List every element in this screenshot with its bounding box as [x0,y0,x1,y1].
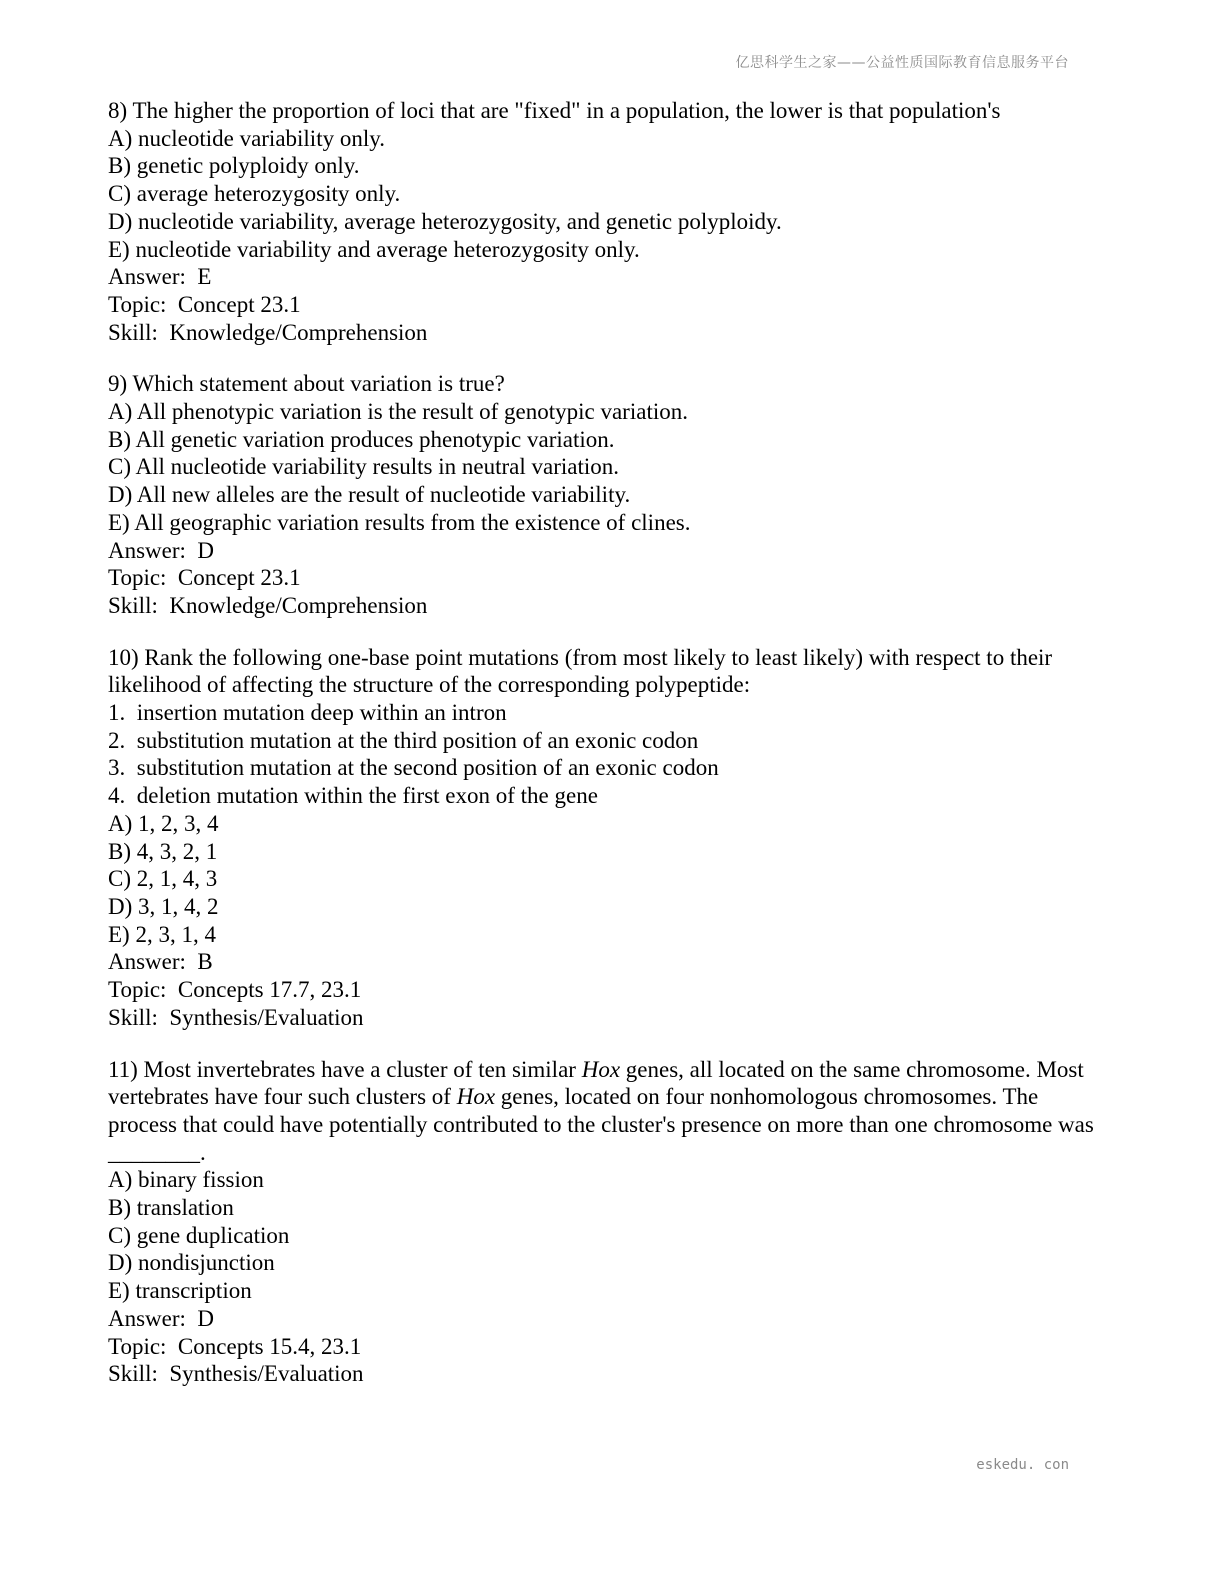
option-b: B) 4, 3, 2, 1 [108,838,218,864]
answer-line: Answer: D [108,537,215,563]
list-item-4: 4. deletion mutation within the first exon of the gene [108,783,598,809]
skill-line: Skill: Synthesis/Evaluation [108,1004,364,1030]
question-9 [108,370,1098,619]
topic-line: Topic: Concepts 15.4, 23.1 [108,1333,362,1359]
stem-text-part: genes, located on four nonhomologous chromosomes. The process that could have potentially contributed to the cluster's presence on more than one chromosome was ________. [108,1084,1094,1165]
option-d: D) 3, 1, 4, 2 [108,893,219,919]
answer-line: Answer: E [108,264,212,290]
page-header-watermark: 亿思科学生之家——公益性质国际教育信息服务平台 [735,55,1069,71]
document-body [108,97,1098,1412]
answer-line: Answer: D [108,1305,215,1331]
gene-name-italic: Hox [581,1056,621,1082]
gene-name-italic: Hox [456,1084,496,1110]
question-8 [108,97,1098,346]
question-stem: 10) Rank the following one-base point mutations (from most likely to least likely) with respect to their likelihood of affecting the structure of the corresponding polypeptide: [108,644,1053,698]
stem-text-part: 11) Most invertebrates have a cluster of ten similar [108,1056,582,1082]
page-footer-watermark: eskedu. con [976,1457,1069,1473]
question-stem: 9) Which statement about variation is true? [108,371,505,397]
list-item-2: 2. substitution mutation at the third position of an exonic codon [108,727,699,753]
stem-text-part: genes, all located on the same chromosome. Most vertebrates have four such clusters of [108,1056,1084,1110]
option-d: D) nondisjunction [108,1250,275,1276]
question-stem: 8) The higher the proportion of loci that are "fixed" in a population, the lower is that population's [108,98,1001,123]
option-c: C) average heterozygosity only. [108,181,401,207]
topic-line: Topic: Concepts 17.7, 23.1 [108,977,362,1003]
option-a: A) All phenotypic variation is the result of genotypic variation. [108,399,688,425]
skill-line: Skill: Knowledge/Comprehension [108,592,428,618]
option-b: B) All genetic variation produces phenotypic variation. [108,426,615,452]
option-a: A) 1, 2, 3, 4 [108,810,219,836]
question-11 [108,1056,1098,1388]
option-c: C) gene duplication [108,1222,290,1248]
option-a: A) binary fission [108,1167,264,1193]
option-e: E) transcription [108,1278,252,1304]
list-item-1: 1. insertion mutation deep within an intron [108,700,507,726]
option-d: D) All new alleles are the result of nucleotide variability. [108,482,631,508]
option-c: C) All nucleotide variability results in neutral variation. [108,454,619,480]
option-e: E) All geographic variation results from the existence of clines. [108,509,691,535]
option-b: B) genetic polyploidy only. [108,153,360,179]
question-stem [108,1056,1098,1167]
topic-line: Topic: Concept 23.1 [108,565,301,591]
question-10 [108,644,1098,1032]
list-item-3: 3. substitution mutation at the second position of an exonic codon [108,755,719,781]
option-e: E) 2, 3, 1, 4 [108,921,216,947]
option-c: C) 2, 1, 4, 3 [108,866,218,892]
skill-line: Skill: Synthesis/Evaluation [108,1361,364,1387]
option-a: A) nucleotide variability only. [108,125,385,151]
option-e: E) nucleotide variability and average heterozygosity only. [108,236,640,262]
option-b: B) translation [108,1195,234,1221]
option-d: D) nucleotide variability, average heterozygosity, and genetic polyploidy. [108,208,782,234]
topic-line: Topic: Concept 23.1 [108,291,301,317]
answer-line: Answer: B [108,949,213,975]
skill-line: Skill: Knowledge/Comprehension [108,319,428,345]
